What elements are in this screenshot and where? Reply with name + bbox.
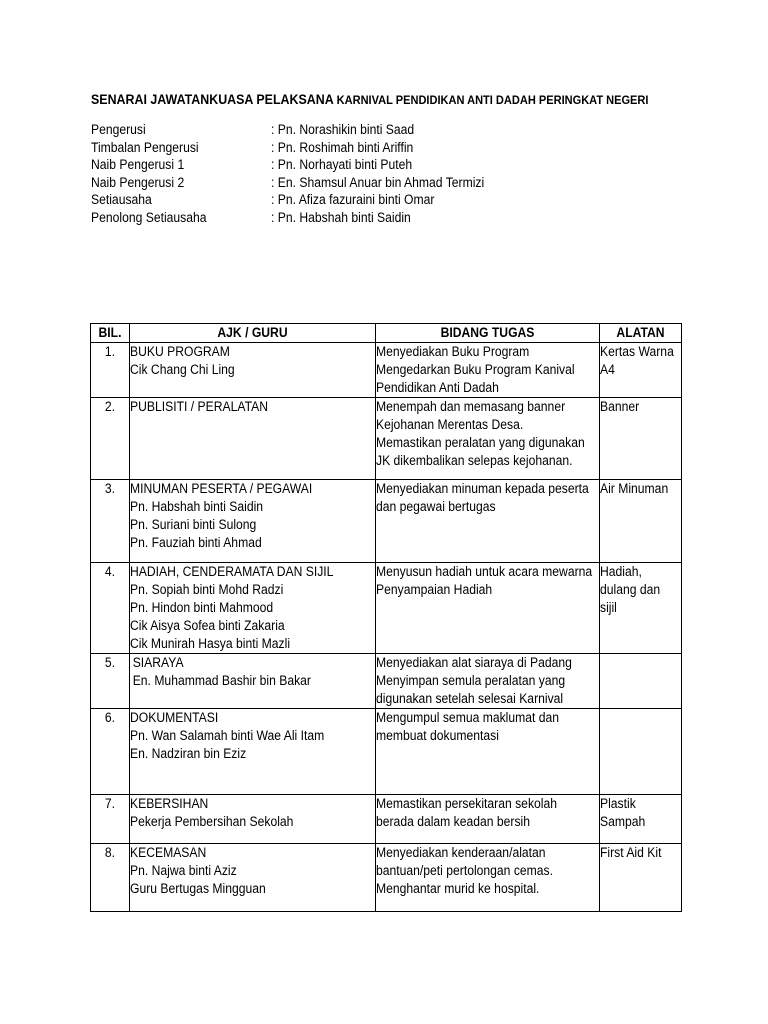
page-title bbox=[91, 92, 648, 107]
table-row bbox=[91, 844, 682, 912]
table-row bbox=[91, 654, 682, 709]
table-row bbox=[91, 709, 682, 795]
header-ajk: AJK / GURU bbox=[130, 324, 376, 343]
tugas-cell: Memastikan persekitaran sekolah berada dalam keadan bersih bbox=[376, 795, 600, 844]
ajk-cell: HADIAH, CENDERAMATA DAN SIJIL Pn. Sopiah binti Mohd Radzi Pn. Hindon binti Mahmood Cik Aisya Sofea binti Zakaria Cik Munirah Hasya binti Mazli bbox=[130, 563, 376, 654]
row-number: 4. bbox=[91, 563, 130, 654]
tugas-cell: Menempah dan memasang banner Kejohanan Merentas Desa. Memastikan peralatan yang digunakan JK dikembalikan selepas kejohanan. bbox=[376, 398, 600, 480]
officer-name: : Pn. Norhayati binti Puteh bbox=[271, 157, 413, 173]
alatan-cell: Hadiah, dulang dan sijil bbox=[600, 563, 682, 654]
row-number: 1. bbox=[91, 343, 130, 398]
alatan-cell: Banner bbox=[600, 398, 682, 480]
alatan-cell bbox=[600, 654, 682, 709]
ajk-cell: KECEMASAN Pn. Najwa binti Aziz Guru Bertugas Mingguan bbox=[130, 844, 376, 912]
ajk-cell: BUKU PROGRAM Cik Chang Chi Ling bbox=[130, 343, 376, 398]
header-bil: BIL. bbox=[91, 324, 130, 343]
tugas-cell: Menyediakan Buku Program Mengedarkan Buku Program Kanival Pendidikan Anti Dadah bbox=[376, 343, 600, 398]
officer-row bbox=[91, 156, 484, 174]
ajk-cell: DOKUMENTASI Pn. Wan Salamah binti Wae Ali Itam En. Nadziran bin Eziz bbox=[130, 709, 376, 795]
officer-role: Naib Pengerusi 1 bbox=[91, 157, 185, 173]
alatan-cell: Kertas Warna A4 bbox=[600, 343, 682, 398]
tugas-cell: Menyediakan alat siaraya di Padang Menyimpan semula peralatan yang digunakan setelah selesai Karnival bbox=[376, 654, 600, 709]
officer-row bbox=[91, 139, 484, 157]
officer-row bbox=[91, 121, 484, 139]
table-row bbox=[91, 398, 682, 480]
ajk-cell: PUBLISITI / PERALATAN bbox=[130, 398, 376, 480]
table-row bbox=[91, 563, 682, 654]
row-number: 2. bbox=[91, 398, 130, 480]
officer-role: Penolong Setiausaha bbox=[91, 209, 207, 225]
table-row bbox=[91, 480, 682, 563]
header-tugas: BIDANG TUGAS bbox=[376, 324, 600, 343]
officer-name: : Pn. Afiza fazuraini binti Omar bbox=[271, 192, 435, 208]
row-number: 7. bbox=[91, 795, 130, 844]
officer-row bbox=[91, 191, 484, 209]
officer-name: : En. Shamsul Anuar bin Ahmad Termizi bbox=[271, 174, 485, 190]
officer-name: : Pn. Roshimah binti Ariffin bbox=[271, 139, 414, 155]
officer-name: : Pn. Habshah binti Saidin bbox=[271, 209, 411, 225]
alatan-cell: Plastik Sampah bbox=[600, 795, 682, 844]
officer-role: Setiausaha bbox=[91, 192, 152, 208]
tugas-cell: Menyusun hadiah untuk acara mewarna Penyampaian Hadiah bbox=[376, 563, 600, 654]
table-header-row bbox=[91, 324, 682, 343]
table-row bbox=[91, 795, 682, 844]
title-rest: KARNIVAL PENDIDIKAN ANTI DADAH PERINGKAT NEGERI bbox=[336, 93, 649, 107]
officer-list bbox=[91, 121, 484, 227]
row-number: 5. bbox=[91, 654, 130, 709]
alatan-cell: Air Minuman bbox=[600, 480, 682, 563]
ajk-cell: MINUMAN PESERTA / PEGAWAI Pn. Habshah binti Saidin Pn. Suriani binti Sulong Pn. Fauziah binti Ahmad bbox=[130, 480, 376, 563]
ajk-cell: KEBERSIHAN Pekerja Pembersihan Sekolah bbox=[130, 795, 376, 844]
row-number: 8. bbox=[91, 844, 130, 912]
row-number: 3. bbox=[91, 480, 130, 563]
tugas-cell: Menyediakan kenderaan/alatan bantuan/peti pertolongan cemas. Menghantar murid ke hospital. bbox=[376, 844, 600, 912]
row-number: 6. bbox=[91, 709, 130, 795]
officer-role: Timbalan Pengerusi bbox=[91, 139, 199, 155]
officer-row bbox=[91, 209, 484, 227]
table-row bbox=[91, 343, 682, 398]
alatan-cell: First Aid Kit bbox=[600, 844, 682, 912]
header-alatan: ALATAN bbox=[600, 324, 682, 343]
title-main: SENARAI JAWATANKUASA PELAKSANA bbox=[91, 92, 334, 107]
officer-role: Naib Pengerusi 2 bbox=[91, 174, 185, 190]
officer-name: : Pn. Norashikin binti Saad bbox=[271, 122, 415, 137]
tugas-cell: Menyediakan minuman kepada peserta dan pegawai bertugas bbox=[376, 480, 600, 563]
tugas-cell: Mengumpul semua maklumat dan membuat dokumentasi bbox=[376, 709, 600, 795]
alatan-cell bbox=[600, 709, 682, 795]
committee-table bbox=[90, 323, 682, 912]
officer-role: Pengerusi bbox=[91, 122, 146, 137]
ajk-cell: SIARAYA En. Muhammad Bashir bin Bakar bbox=[130, 654, 376, 709]
officer-row bbox=[91, 174, 484, 192]
